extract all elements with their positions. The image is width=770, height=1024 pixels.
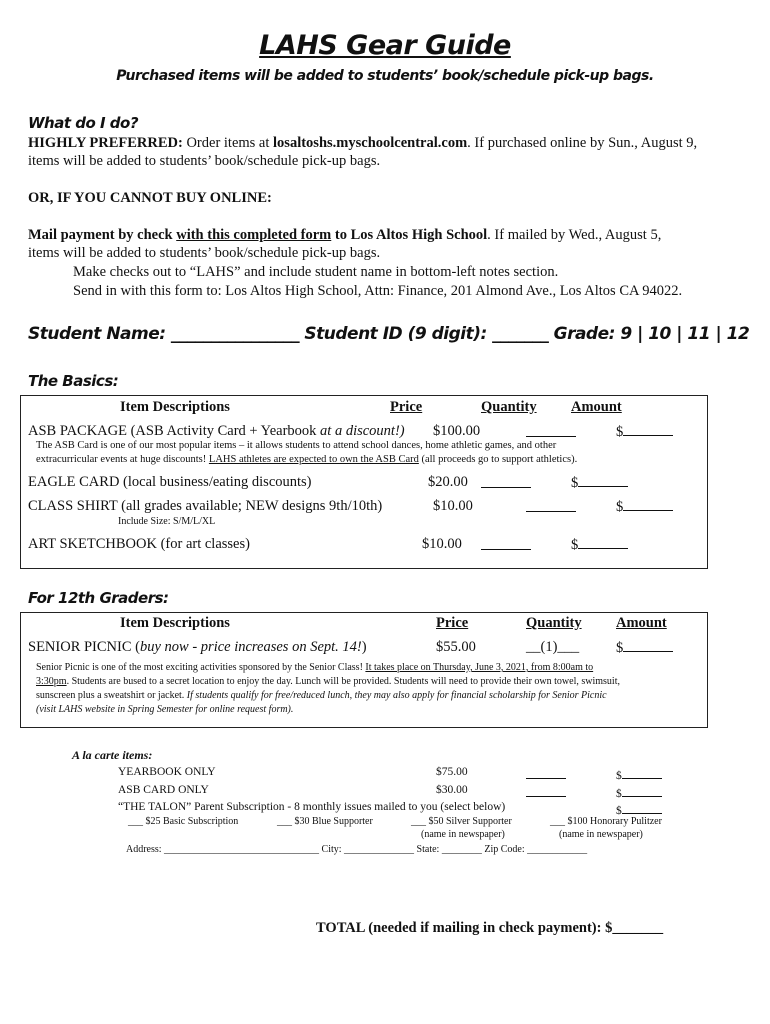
alacarte-heading: A la carte items: — [72, 748, 153, 762]
basics-header-qty: Quantity — [481, 399, 537, 415]
shirt-note: Include Size: S/M/L/XL — [118, 516, 216, 527]
mail-line-3: Make checks out to “LAHS” and include student name in bottom-left notes section. — [73, 264, 559, 280]
picnic-note-2u: 3:30pm — [36, 676, 67, 687]
talon-amount-field[interactable] — [616, 801, 662, 817]
talon-option-pulitzer-note: (name in newspaper) — [559, 829, 643, 840]
yearbook-quantity-field[interactable] — [526, 766, 566, 779]
mail-text-1: . If mailed by Wed., August 5, — [487, 227, 662, 243]
picnic-note-3a: sunscreen plus a sweatshirt or jacket. — [36, 690, 187, 701]
basics-header-amount: Amount — [571, 399, 622, 415]
basics-heading: The Basics: — [28, 372, 119, 390]
seniors-header-amount: Amount — [616, 615, 667, 631]
picnic-amount-blank — [623, 638, 673, 652]
eagle-price: $20.00 — [428, 474, 468, 490]
picnic-note-4 — [36, 704, 293, 715]
asb-quantity-field[interactable] — [526, 423, 576, 437]
sketchbook-amount-blank — [578, 535, 628, 549]
talon-option-silver-note: (name in newspaper) — [421, 829, 505, 840]
yearbook-item-name: YEARBOOK ONLY — [118, 766, 216, 778]
shirt-item-name: CLASS SHIRT (all grades available; NEW designs 9th/10th) — [28, 498, 383, 514]
picnic-note-2b: . Students are bused to a secret location to enjoy the day. Lunch will be provided. Students will need to provide their own towel, swimsuit, — [66, 676, 620, 687]
asbcard-amount-symbol: $ — [616, 788, 622, 800]
mail-bold-2: to Los Altos High School — [331, 227, 488, 243]
asb-note-2 — [36, 454, 577, 465]
eagle-amount-symbol: $ — [571, 475, 579, 491]
picnic-note-3i: If students qualify for free/reduced lunch, they may also apply for financial scholarship for Senior Picnic — [186, 690, 607, 701]
sketchbook-quantity-field[interactable] — [481, 536, 531, 550]
seniors-header-qty: Quantity — [526, 615, 582, 631]
shirt-price: $10.00 — [433, 498, 473, 514]
asb-price: $100.00 — [433, 423, 481, 439]
asb-amount-field[interactable] — [616, 422, 673, 441]
asbcard-quantity-field[interactable] — [526, 784, 566, 797]
talon-item-name: “THE TALON” Parent Subscription - 8 monthly issues mailed to you (select below) — [118, 801, 506, 813]
asb-name: ASB PACKAGE (ASB Activity Card + Yearbook — [28, 423, 321, 439]
yearbook-price: $75.00 — [436, 766, 468, 778]
talon-option-basic[interactable]: ___ $25 Basic Subscription — [128, 816, 239, 827]
picnic-note-3 — [36, 690, 607, 701]
address-line[interactable]: Address: _______________________________ City: ______________ State: ________ Zip Code: ____________ — [126, 844, 588, 855]
picnic-price: $55.00 — [436, 639, 476, 655]
picnic-note-4i: (visit LAHS website in Spring Semester for online request form). — [36, 704, 294, 715]
page-title: LAHS Gear Guide — [259, 30, 511, 61]
seniors-header-price: Price — [436, 615, 469, 631]
asb-note-2a: extracurricular events at huge discounts! — [36, 454, 209, 465]
student-info-line[interactable]: Student Name: ________________ Student ID (9 digit): _______ Grade: 9 | 10 | 11 | 12 — [28, 324, 750, 344]
sketchbook-item-name: ART SKETCHBOOK (for art classes) — [28, 536, 250, 552]
shirt-amount-symbol: $ — [616, 499, 624, 515]
or-line: OR, IF YOU CANNOT BUY ONLINE: — [28, 190, 272, 206]
shirt-quantity-field[interactable] — [526, 498, 576, 512]
yearbook-amount-blank — [622, 766, 662, 779]
eagle-amount-field[interactable] — [571, 473, 628, 492]
asb-item-name — [28, 422, 405, 440]
seniors-header-desc: Item Descriptions — [120, 615, 230, 631]
picnic-note-2 — [36, 676, 620, 687]
asbcard-item-name: ASB CARD ONLY — [118, 784, 209, 796]
picnic-item-name — [28, 638, 367, 656]
seniors-heading: For 12th Graders: — [28, 589, 169, 607]
asb-name-italic: at a discount!) — [320, 423, 405, 439]
yearbook-amount-field[interactable] — [616, 766, 662, 782]
mail-underlined: with this completed form — [176, 227, 332, 243]
sketchbook-price: $10.00 — [422, 536, 462, 552]
eagle-quantity-field[interactable] — [481, 474, 531, 488]
sketchbook-amount-field[interactable] — [571, 535, 628, 554]
basics-header-desc: Item Descriptions — [120, 399, 230, 415]
eagle-item-name: EAGLE CARD (local business/eating discounts) — [28, 474, 312, 490]
picnic-name-end: ) — [361, 639, 367, 655]
talon-option-silver[interactable]: ___ $50 Silver Supporter — [411, 816, 512, 827]
picnic-note-1 — [36, 662, 593, 673]
sketchbook-amount-symbol: $ — [571, 537, 579, 553]
talon-amount-blank — [622, 801, 662, 814]
asbcard-amount-blank — [622, 784, 662, 797]
preferred-label: HIGHLY PREFERRED: — [28, 135, 183, 151]
picnic-note-1u: It takes place on Thursday, June 3, 2021, from 8:00am to — [365, 662, 594, 673]
shirt-amount-blank — [623, 497, 673, 511]
picnic-note-1a: Senior Picnic is one of the most exciting activities sponsored by the Senior Class! — [36, 662, 366, 673]
preferred-text-2: . If purchased online by Sun., August 9, — [467, 135, 698, 151]
shirt-amount-field[interactable] — [616, 497, 673, 516]
page-subtitle: Purchased items will be added to students’ book/schedule pick-up bags. — [116, 68, 654, 84]
picnic-name-italic: buy now - price increases on Sept. 14! — [139, 639, 362, 655]
total-line[interactable]: TOTAL (needed if mailing in check payment): $_______ — [316, 920, 664, 936]
preferred-text-1: Order items at — [182, 135, 274, 151]
asb-note-1: The ASB Card is one of our most popular items – it allows students to attend school dances, home athletic games, and other — [36, 440, 557, 451]
asbcard-price: $30.00 — [436, 784, 468, 796]
mail-line-1 — [28, 226, 661, 244]
eagle-amount-blank — [578, 473, 628, 487]
asbcard-amount-field[interactable] — [616, 784, 662, 800]
picnic-quantity-field[interactable]: __(1)___ — [526, 639, 580, 655]
mail-line-2: items will be added to students’ book/schedule pick-up bags. — [28, 245, 381, 261]
mail-bold-1: Mail payment by check — [28, 227, 177, 243]
preferred-line-2: items will be added to students’ book/schedule pick-up bags. — [28, 153, 381, 169]
asb-amount-symbol: $ — [616, 424, 624, 440]
website-link[interactable]: losaltoshs.myschoolcentral.com — [273, 135, 468, 151]
asb-note-2u: LAHS athletes are expected to own the ASB Card — [208, 454, 419, 465]
what-heading: What do I do? — [28, 114, 139, 132]
picnic-amount-field[interactable] — [616, 638, 673, 657]
picnic-amount-symbol: $ — [616, 640, 624, 656]
picnic-name: SENIOR PICNIC ( — [28, 639, 140, 655]
mail-line-4: Send in with this form to: Los Altos High School, Attn: Finance, 201 Almond Ave., Los Altos CA 94022. — [73, 283, 683, 299]
preferred-line-1 — [28, 134, 697, 152]
talon-amount-symbol: $ — [616, 805, 622, 817]
asb-note-2b: (all proceeds go to support athletics). — [418, 454, 578, 465]
talon-option-pulitzer[interactable]: ___ $100 Honorary Pulitzer — [550, 816, 662, 827]
yearbook-amount-symbol: $ — [616, 770, 622, 782]
basics-header-price: Price — [390, 399, 423, 415]
talon-option-blue[interactable]: ___ $30 Blue Supporter — [277, 816, 373, 827]
asb-amount-blank — [623, 422, 673, 436]
